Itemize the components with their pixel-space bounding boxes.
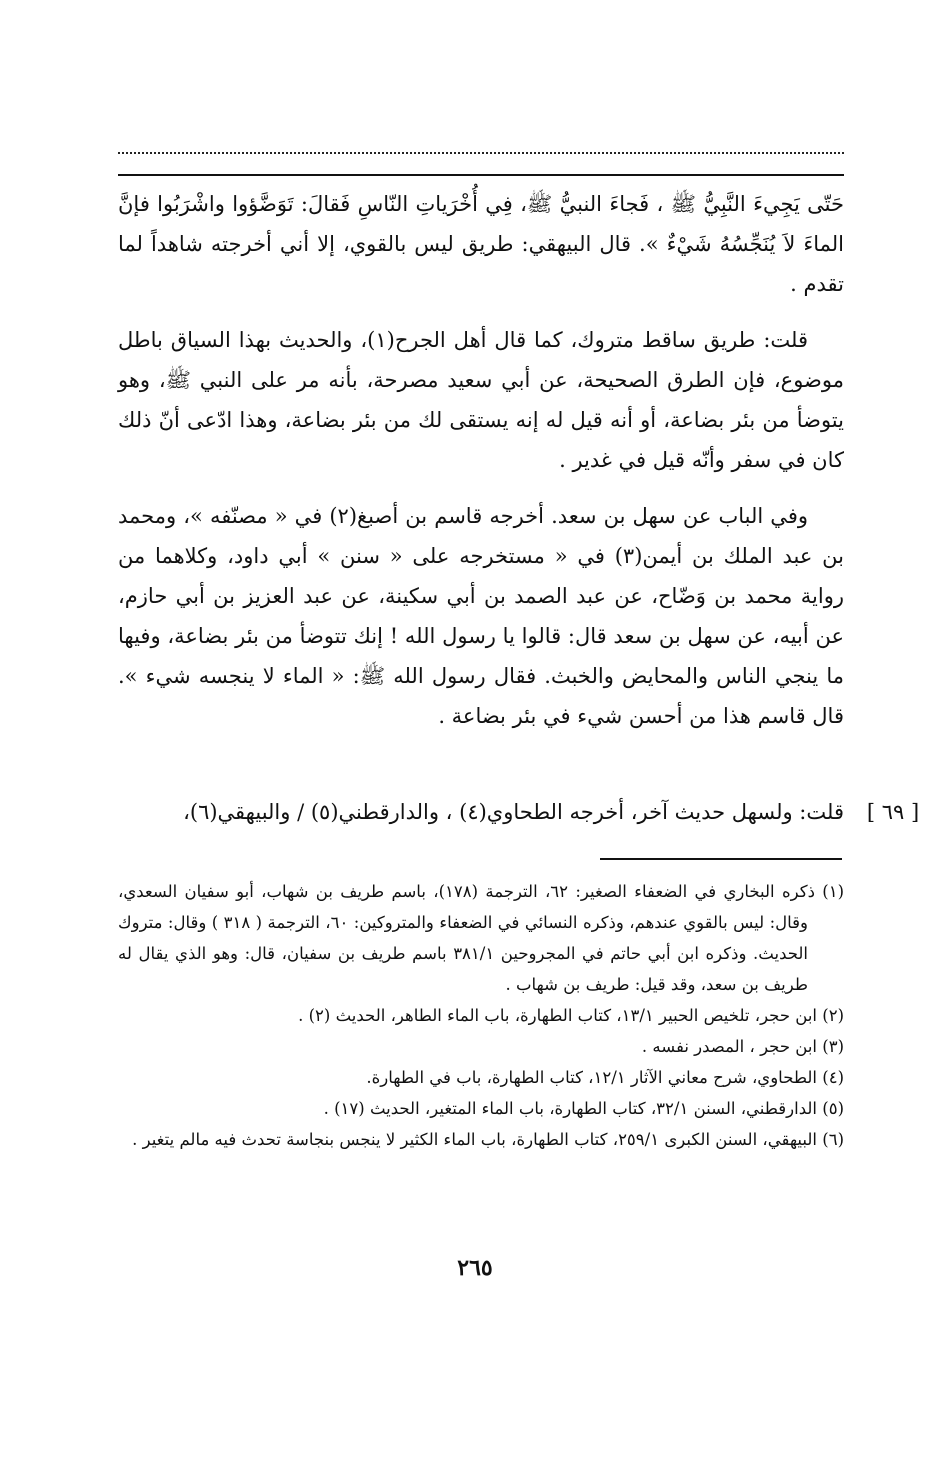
paragraph-2: قلت: طريق ساقط متروك، كما قال أهل الجرح(١)، والحديث بهذا السياق باطل موضوع، فإن الطرق الصحيحة، عن أبي سعيد مصرحة، بأنه مر على النبي ﷺ، وهو يتوضأ من بئر بضاعة، أو أنه قيل له إنه يستقى لك من بئر بضاعة، وهذا ادّعى أنّ ذلك كان في سفر وأنّه قيل في غدير . [118, 328, 844, 472]
entry-text: قلت: ولسهل حديث آخر، أخرجه الطحاوي(٤) ، والدارقطني(٥) / والبيهقي(٦)، [183, 800, 844, 824]
page-number: ٢٦٥ [457, 1255, 493, 1281]
main-text [118, 184, 844, 752]
footnote-2: (٢) ابن حجر، تلخيص الحبير ١٣/١، كتاب الطهارة، باب الماء الطاهر، الحديث (٢) . [298, 1006, 844, 1025]
footnote-3: (٣) ابن حجر ، المصدر نفسه . [641, 1037, 844, 1056]
header-dotted-rule [118, 152, 844, 154]
footnote-separator [600, 858, 842, 860]
footnote-6: (٦) البيهقي، السنن الكبرى ٢٥٩/١، كتاب الطهارة، باب الماء الكثير لا ينجس بنجاسة تحدث فيه مالم يتغير . [132, 1130, 844, 1149]
footnote-4: (٤) الطحاوي، شرح معاني الآثار ١٢/١، كتاب الطهارة، باب في الطهارة. [366, 1068, 844, 1087]
paragraph-1: حَتّى يَجِيءَ النَّبِيُّ ﷺ ، فَجاءَ النبيُّ ﷺ، فِي أُخْرَياتِ النّاسِ فَقالَ: تَوَضَّؤوا واشْرَبُوا فإنَّ الماءَ لاَ يُنَجِّسُهُ شَيْءٌ ». قال البيهقي: طريق ليس بالقوي، إلا أني أخرجته شاهداً لما تقدم . [118, 192, 844, 296]
paragraph-3: وفي الباب عن سهل بن سعد. أخرجه قاسم بن أصبغ(٢) في « مصنّفه »، ومحمد بن عبد الملك بن أيمن(٣) في « مستخرجه على « سنن » أبي داود، وكلاهما من رواية محمد بن وَضّاح، عن عبد الصمد بن أبي سكينة، عن عبد العزيز بن أبي حازم، عن أبيه، عن سهل بن سعد قال: قالوا يا رسول الله ! إنك تتوضأ من بئر بضاعة، وفيها ما ينجي الناس والمحايض والخبث. فقال رسول الله ﷺ: « الماء لا ينجسه شيء ». قال قاسم هذا من أحسن شيء في بئر بضاعة . [118, 504, 844, 728]
footnote-1: (١) ذكره البخاري في الضعفاء الصغير: ٦٢، الترجمة (١٧٨)، باسم طريف بن شهاب، أبو سفيان السعدي، وقال: ليس بالقوي عندهم، وذكره النسائي في الضعفاء والمتروكين: ٦٠، الترجمة ( ٣١٨ ) وقال: متروك الحديث. وذكره ابن أبي حاتم في المجروحين ٣٨١/١ باسم طريف بن سفيان، قال: وهو الذي يقال له طريف بن سعد، وقد قيل: طريف بن شهاب . [118, 882, 844, 994]
header-rule [118, 174, 844, 176]
footnote-5: (٥) الدارقطني، السنن ٣٢/١، كتاب الطهارة، باب الماء المتغير، الحديث (١٧) . [323, 1099, 844, 1118]
footnotes [118, 876, 844, 1155]
entry-number: [ ٦٩ ] [866, 800, 920, 824]
